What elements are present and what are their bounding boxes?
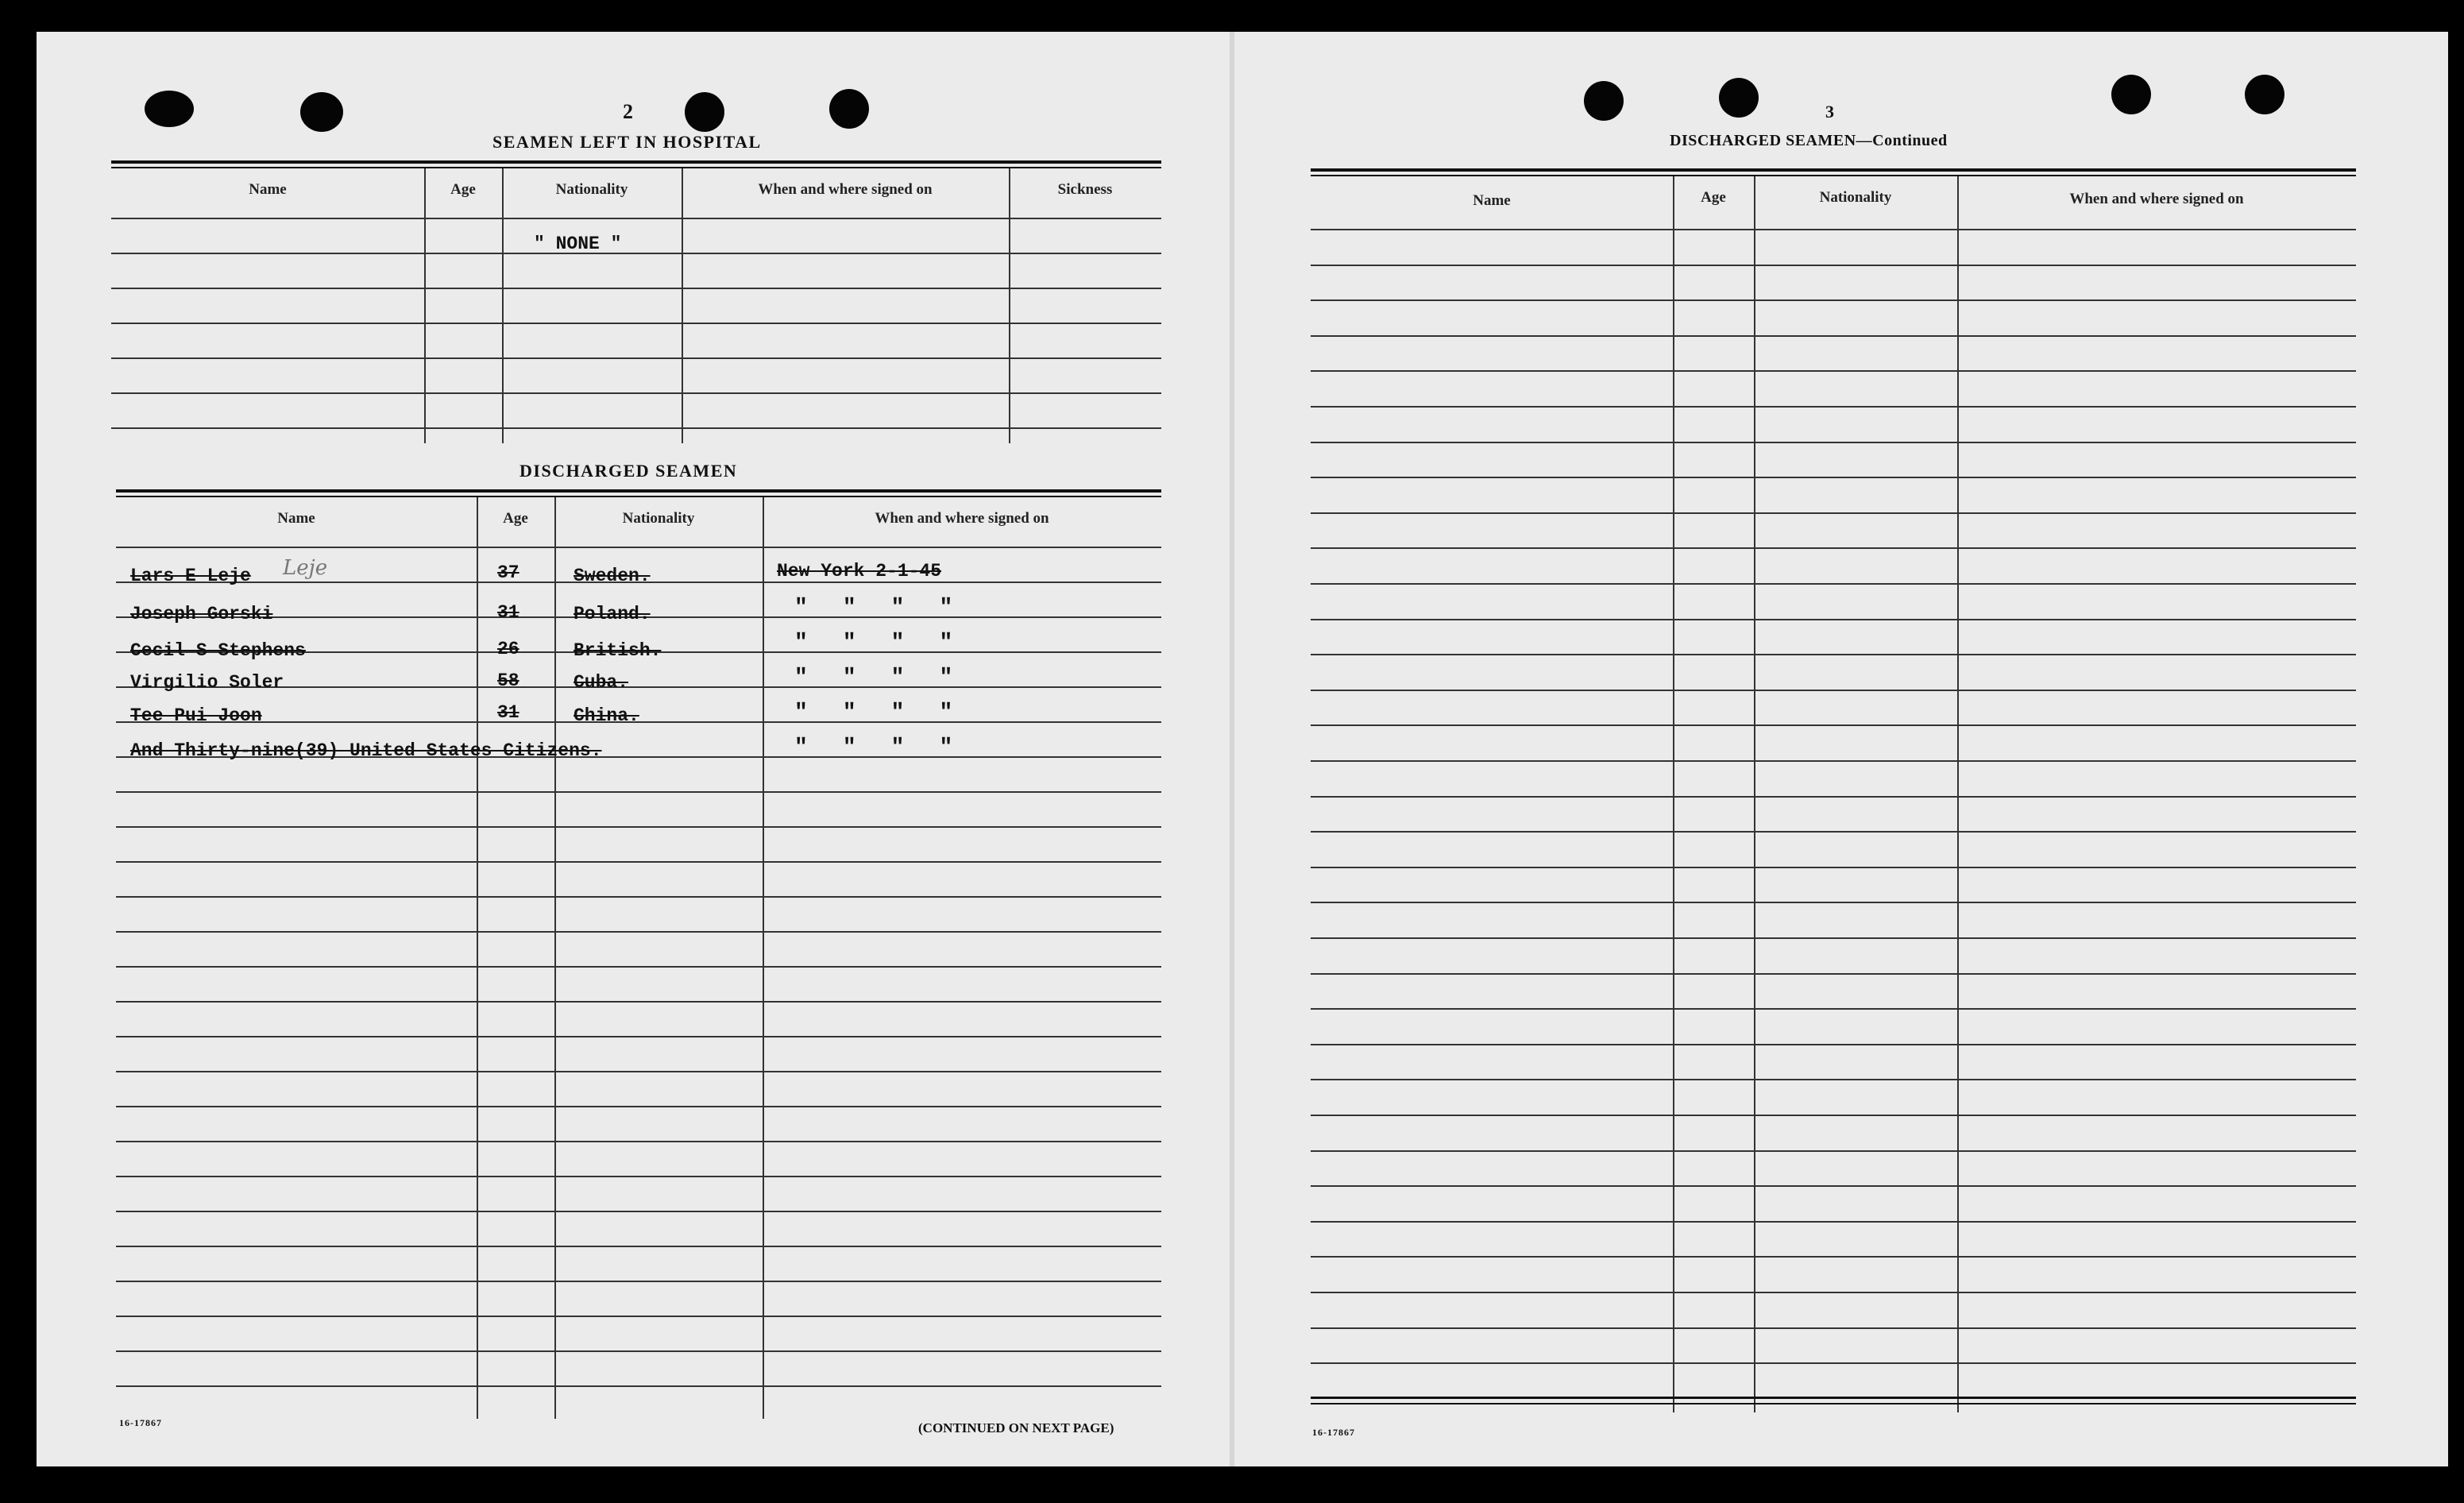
ruled-line [116, 1350, 1161, 1352]
ruled-line [1311, 831, 2356, 833]
ditto-mark: " [890, 596, 905, 620]
ruled-line [116, 547, 1161, 548]
discharged-section-title: DISCHARGED SEAMEN [519, 461, 738, 481]
ditto-mark: " [794, 736, 808, 760]
ruled-line [1311, 973, 2356, 975]
discharged-continued-table [1311, 168, 2356, 1412]
ditto-mark: " [842, 596, 856, 620]
ditto-mark: " [842, 666, 856, 690]
punch-hole [1719, 78, 1759, 118]
ruled-line [1311, 442, 2356, 443]
ruled-line [1311, 724, 2356, 726]
punch-hole [1584, 81, 1624, 121]
ruled-line [116, 1281, 1161, 1282]
ruled-line [1311, 1256, 2356, 1258]
ruled-line [1311, 1185, 2356, 1187]
col-header-signed-on: When and where signed on [2069, 191, 2244, 207]
ruled-line [1311, 1221, 2356, 1223]
ruled-line [1311, 1008, 2356, 1010]
ruled-line [116, 1176, 1161, 1177]
right-section-title: DISCHARGED SEAMEN—Continued [1670, 132, 1948, 149]
punch-hole [300, 92, 343, 132]
ruled-line [1311, 619, 2356, 620]
ruled-line [1311, 654, 2356, 655]
ruled-line [1311, 335, 2356, 337]
ruled-line [1311, 299, 2356, 301]
seaman-nationality: Cuba. [574, 672, 629, 693]
ditto-mark: " [794, 666, 808, 690]
punch-hole [2111, 75, 2151, 114]
col-header-signed-on: When and where signed on [758, 181, 933, 198]
ruled-line [116, 1211, 1161, 1212]
ruled-line [1311, 512, 2356, 514]
seaman-nationality: Sweden. [574, 566, 651, 586]
ruled-line [116, 861, 1161, 863]
hospital-table [111, 160, 1161, 445]
summary-line: And Thirty-nine(39) United States Citizens. [130, 740, 602, 761]
seaman-age: 26 [497, 639, 519, 659]
ruled-line [1311, 1362, 2356, 1364]
ruled-line [1311, 690, 2356, 691]
seaman-name: Joseph Gorski [130, 604, 273, 624]
seaman-name: Virgilio Soler [130, 672, 284, 693]
ditto-mark: " [890, 736, 905, 760]
ruled-line [1311, 1292, 2356, 1293]
col-header-age: Age [450, 181, 476, 198]
ruled-line [116, 1071, 1161, 1072]
seaman-nationality: British. [574, 640, 662, 661]
ditto-mark: " [794, 701, 808, 725]
col-header-name: Name [249, 181, 287, 198]
col-header-nationality: Nationality [1819, 189, 1892, 206]
ruled-line [1311, 1150, 2356, 1152]
col-header-age: Age [1701, 189, 1726, 206]
ditto-mark: " [890, 631, 905, 655]
ditto-mark: " [842, 701, 856, 725]
ruled-line [1311, 796, 2356, 798]
ditto-mark: " [794, 596, 808, 620]
ditto-mark: " [939, 736, 953, 760]
col-header-sickness: Sickness [1057, 181, 1113, 198]
ruled-line [1311, 583, 2356, 585]
punch-hole [145, 91, 194, 127]
ruled-line [1311, 867, 2356, 868]
seaman-age: 58 [497, 670, 519, 691]
ditto-mark: " [939, 701, 953, 725]
ruled-line [116, 826, 1161, 828]
hospital-section-title: SEAMEN LEFT IN HOSPITAL [492, 132, 762, 152]
seaman-name: Lars E Leje [130, 566, 251, 586]
seaman-name: Tee Pui Joon [130, 705, 262, 726]
discharged-table [116, 489, 1161, 1417]
form-number: 16-17867 [1312, 1427, 1355, 1438]
ruled-line [1311, 937, 2356, 939]
seaman-age: 31 [497, 602, 519, 623]
ruled-line [1311, 760, 2356, 762]
ruled-line [116, 1106, 1161, 1107]
ditto-mark: " [939, 631, 953, 655]
ruled-line [1311, 1044, 2356, 1045]
ruled-line [116, 791, 1161, 793]
ruled-line [1311, 902, 2356, 903]
ditto-mark: " [794, 631, 808, 655]
ruled-line [1311, 547, 2356, 549]
ruled-line [116, 966, 1161, 968]
ruled-line [116, 1001, 1161, 1003]
ruled-line [116, 1246, 1161, 1247]
ditto-mark: " [890, 701, 905, 725]
ruled-line [116, 931, 1161, 933]
signature: Leje [283, 556, 328, 580]
seaman-name: Cecil S Stephens [130, 640, 306, 661]
ruled-line [1311, 1079, 2356, 1080]
hospital-none-entry: " NONE " [534, 234, 622, 254]
ruled-line [1311, 370, 2356, 372]
col-header-name: Name [1473, 192, 1511, 209]
form-number: 16-17867 [119, 1417, 162, 1428]
seaman-nationality: China. [574, 705, 639, 726]
col-header-age: Age [503, 510, 528, 527]
ruled-line [1311, 406, 2356, 408]
col-header-nationality: Nationality [622, 510, 695, 527]
seaman-signed-on: New York 2-1-45 [777, 561, 942, 581]
punch-hole [829, 89, 869, 129]
col-header-name: Name [277, 510, 315, 527]
seaman-age: 31 [497, 702, 519, 723]
ruled-line [1311, 1327, 2356, 1329]
ditto-mark: " [890, 666, 905, 690]
page-number: 3 [1825, 102, 1834, 122]
ruled-line [116, 1141, 1161, 1142]
col-header-signed-on: When and where signed on [875, 510, 1049, 527]
punch-hole [685, 92, 724, 132]
seaman-age: 37 [497, 562, 519, 583]
punch-hole [2245, 75, 2284, 114]
ruled-line [1311, 477, 2356, 478]
ruled-line [1311, 1115, 2356, 1116]
ruled-line [116, 1385, 1161, 1387]
ruled-line [116, 896, 1161, 898]
page-fold [1230, 32, 1234, 1466]
continued-note: (CONTINUED ON NEXT PAGE) [918, 1420, 1114, 1435]
seaman-nationality: Poland. [574, 604, 651, 624]
ruled-line [116, 1316, 1161, 1317]
ditto-mark: " [939, 596, 953, 620]
ditto-mark: " [842, 631, 856, 655]
ruled-line [1311, 229, 2356, 230]
ruled-line [116, 1036, 1161, 1037]
ditto-mark: " [939, 666, 953, 690]
page-number: 2 [623, 100, 633, 123]
ditto-mark: " [842, 736, 856, 760]
col-header-nationality: Nationality [555, 181, 628, 198]
ruled-line [1311, 265, 2356, 266]
